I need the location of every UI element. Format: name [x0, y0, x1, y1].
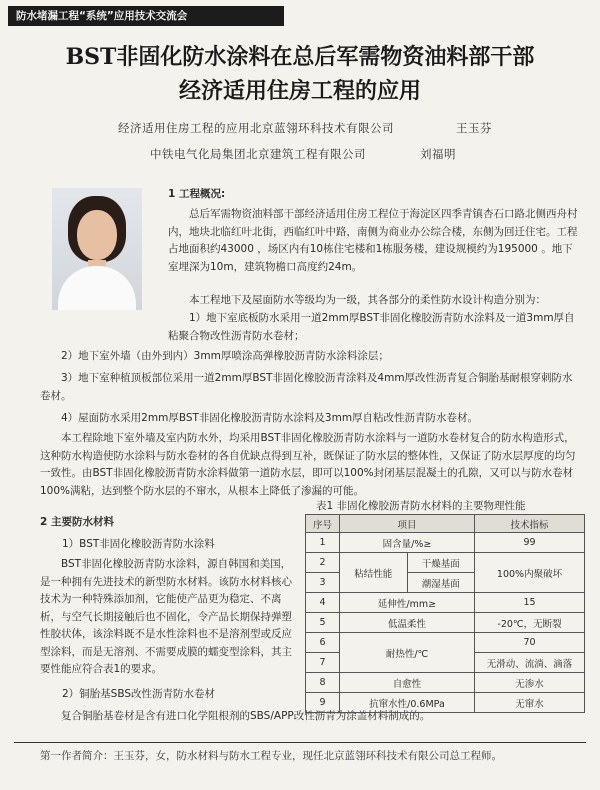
table-row [306, 633, 585, 653]
table-cell: 抗窜水性/0.6MPa [340, 693, 475, 713]
table-caption: 表1 非固化橡胶沥青防水材料的主要物理性能 [316, 500, 526, 512]
table-cell: 15 [475, 593, 585, 613]
table-cell: 100%内聚破坏 [475, 553, 585, 593]
table-cell: 无滑动、流淌、滴落 [475, 653, 585, 673]
paragraph-project-overview: 总后军需物资油料部干部经济适用住房工程位于海淀区四季青镇杏石口路北侧西舟村内，地块北临红叶北街，西临红叶中路，南侧为商业办公综合楼，东侧为回迁住宅。工程占地面积约43000 ，场区内有10栋住宅楼和1栋服务楼，建设规模约为195000 。地下室埋深为10m，建筑物檐口高度约24m。 [168, 208, 578, 273]
table-header: 技术指标 [475, 515, 585, 533]
table-cell: 2 [306, 553, 340, 573]
table-cell: 7 [306, 653, 340, 673]
author-org-1: 经济适用住房工程的应用北京蓝翎环科技术有限公司 [118, 121, 394, 135]
table-cell: 9 [306, 693, 340, 713]
table-cell: 延伸性/mm≥ [340, 593, 475, 613]
table-cell: 70 [475, 633, 585, 653]
author-footnote: 第一作者简介：王玉芬，女，防水材料与防水工程专业，现任北京蓝翎环科技术有限公司总工程师。 [40, 750, 502, 762]
paragraph-composite-structure: 本工程除地下室外墙及室内防水外，均采用BST非固化橡胶沥青防水涂料与一道防水卷材复合的防水构造形式，这种防水构造使防水涂料与防水卷材的各自优缺点得到互补，既保证了防水层的整体性，又保证了防水层厚度的均匀一致性。由BST非固化橡胶沥青防水涂料做第一道防水层，即可以100%封闭基层混凝土的孔隙，又可以与防水卷材100%满粘，达到整个防水层的不窜水，从根本上降低了渗漏的可能。 [40, 432, 576, 497]
subsection-2-heading: 2）铜胎基SBS改性沥青防水卷材 [62, 688, 216, 700]
table-header-row [306, 515, 585, 533]
table-header: 项目 [340, 515, 475, 533]
table-row [306, 693, 585, 713]
paragraph-basement-wall: 2）地下室外墙（由外到内）3mm厚喷涂高弹橡胶沥青防水涂料涂层； [61, 350, 389, 362]
table-cell: 固含量/%≥ [340, 533, 475, 553]
table-cell: 99 [475, 533, 585, 553]
paragraph-material-description: BST非固化橡胶沥青防水涂料，源自韩国和美国，是一种拥有先进技术的新型防水材料。该防水材料核心技术为一种特殊添加剂，它能使产品更为稳定、不离析，与空气长期接触后也不固化，令产品长期保持弹塑性胶状体，该涂料既不是水性涂料也不是溶剂型或反应型涂料，而是无溶剂、不需要成膜的蠕变型涂料，其主要性能应符合表1的要求。 [40, 558, 292, 675]
paragraph-planting-roof: 3）地下室种植顶板部位采用一道2mm厚BST非固化橡胶沥青涂料及4mm厚改性沥青复合铜胎基耐根穿刺防水卷材。 [40, 372, 573, 402]
properties-table [305, 514, 585, 713]
paragraph-roof: 4）屋面防水采用2mm厚BST非固化橡胶沥青防水涂料及3mm厚自粘改性沥青防水卷材。 [61, 412, 479, 424]
table-cell: 潮湿基面 [407, 573, 475, 593]
table-cell: 3 [306, 573, 340, 593]
author-name-1: 王玉芬 [456, 121, 492, 135]
table-cell: 粘结性能 [340, 553, 408, 593]
conference-header: 防水堵漏工程“系统”应用技术交流会 [8, 6, 284, 26]
section-1-heading: 1 工程概况: [168, 188, 226, 200]
author-org-2: 中铁电气化局集团北京建筑工程有限公司 [150, 147, 366, 161]
author-name-2: 刘福明 [420, 147, 456, 161]
table-cell: 无渗水 [475, 673, 585, 693]
table-cell: 干燥基面 [407, 553, 475, 573]
table-row [306, 533, 585, 553]
table-row [306, 613, 585, 633]
subsection-1-heading: 1）BST非固化橡胶沥青防水涂料 [62, 538, 215, 550]
table-row [306, 553, 585, 573]
table-cell: 自愈性 [340, 673, 475, 693]
table-cell: 4 [306, 593, 340, 613]
footnote-divider [14, 742, 586, 743]
paragraph-copper-membrane: 复合铜胎基卷材是含有进口化学阻根剂的SBS/APP改性沥青为涂盖材料制成的。 [61, 710, 431, 722]
paragraph-basement-floor: 1）地下室底板防水采用一道2mm厚BST非固化橡胶沥青防水涂料及一道3mm厚自粘聚合物改性沥青防水卷材； [168, 312, 575, 342]
table-cell: 6 [306, 633, 340, 653]
table-cell: 耐热性/℃ [340, 633, 475, 673]
author-photo [52, 188, 142, 310]
table-header: 序号 [306, 515, 340, 533]
table-cell: 5 [306, 613, 340, 633]
table-cell: 8 [306, 673, 340, 693]
table-cell: 无窜水 [475, 693, 585, 713]
article-title-line-1: BST非固化防水涂料在总后军需物资油料部干部 [65, 44, 535, 70]
table-cell: 低温柔性 [340, 613, 475, 633]
paragraph-waterproof-grade: 本工程地下及屋面防水等级均为一级，其各部分的柔性防水设计构造分别为： [189, 294, 546, 306]
table-row [306, 593, 585, 613]
section-2-heading: 2 主要防水材料 [40, 516, 114, 528]
table-row [306, 673, 585, 693]
article-title-line-2: 经济适用住房工程的应用 [178, 78, 421, 104]
table-cell: 1 [306, 533, 340, 553]
table-cell: -20℃，无断裂 [475, 613, 585, 633]
